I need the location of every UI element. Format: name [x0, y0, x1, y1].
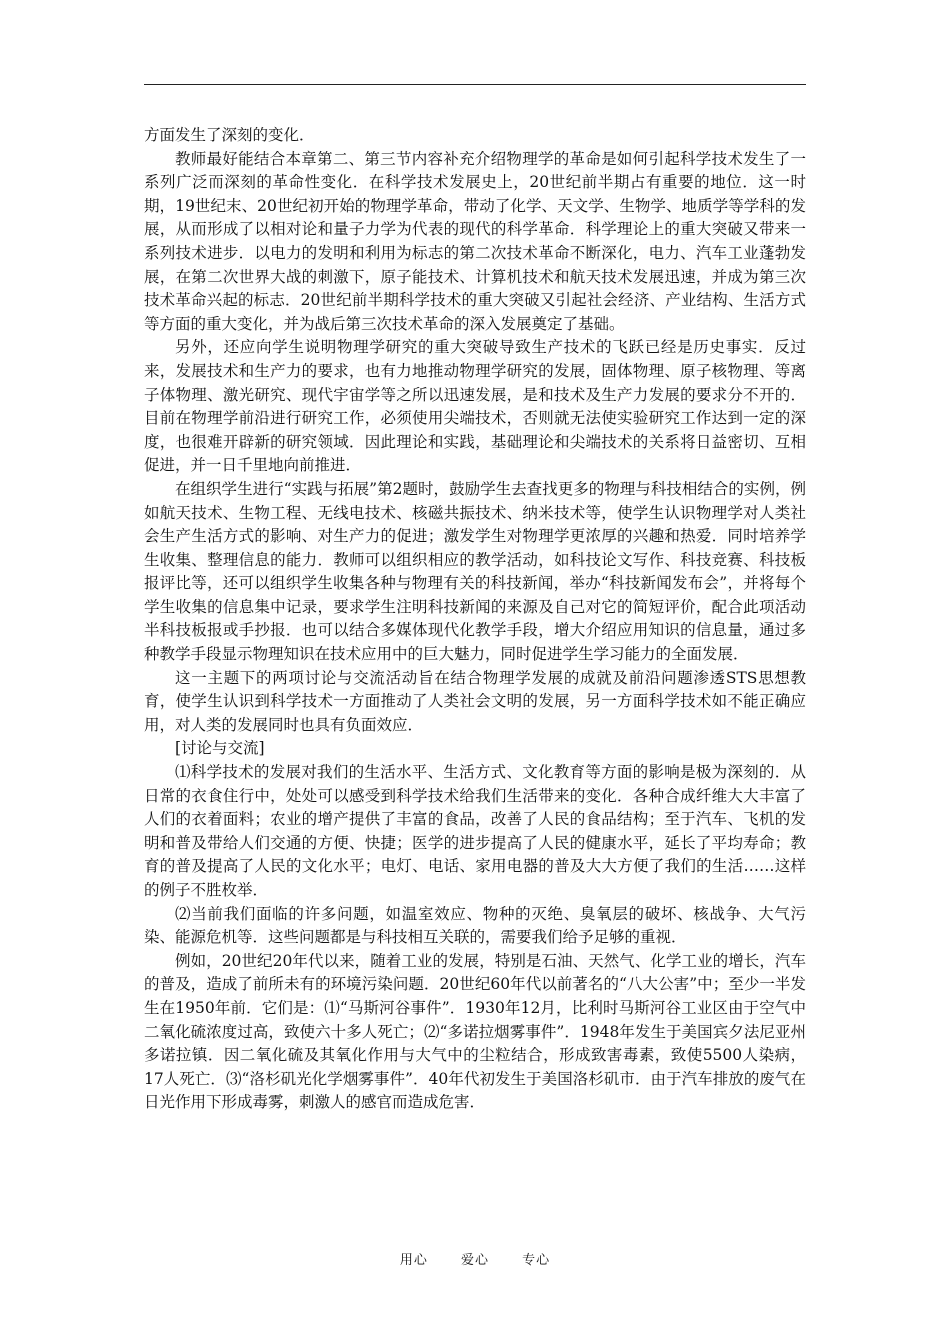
paragraph-1: 教师最好能结合本章第二、第三节内容补充介绍物理学的革命是如何引起科学技术发生了一系列广泛而深刻的革命性变化．在科学技术发展史上，20世纪前半期占有重要的地位．这一时期，19世纪末、20世纪初开始的物理学革命，带动了化学、天文学、生物学、地质学等学科的发展，从而形成了以相对论和量子力学为代表的现代的科学革命．科学理论上的重大突破又带来一系列技术进步．以电力的发明和利用为标志的第二次技术革命不断深化，电力、汽车工业蓬勃发展，在第二次世界大战的刺激下，原子能技术、计算机技术和航天技术发展迅速，并成为第三次技术革命兴起的标志．20世纪前半期科学技术的重大突破又引起社会经济、产业结构、生活方式等方面的重大变化，并为战后第三次技术革命的深入发展奠定了基础。: [144, 149, 806, 333]
paragraph-8: 例如，20世纪20年代以来，随着工业的发展，特别是石油、天然气、化学工业的增长，汽车的普及，造成了前所未有的环境污染问题．20世纪60年代以前著名的“八大公害”中；至少一半发生在1950年前．它们是：⑴“马斯河谷事件”．1930年12月，比利时马斯河谷工业区由于空气中二氧化硫浓度过高，致使六十多人死亡；⑵“多诺拉烟雾事件”．1948年发生于美国宾夕法尼亚州多诺拉镇．因二氧化硫及其氧化作用与大气中的尘粒结合，形成致害毒素，致使5500人染病，17人死亡．⑶“洛杉矶光化学烟雾事件”．40年代初发生于美国洛杉矶市．由于汽车排放的废气在日光作用下形成毒雾，刺激人的感官而造成危害．: [144, 951, 806, 1112]
footer-text-2: 爱心: [460, 1253, 489, 1268]
paragraph-4: 这一主题下的两项讨论与交流活动旨在结合物理学发展的成就及前沿问题渗透STS思想教育，使学生认识到科学技术一方面推动了人类社会文明的发展，另一方面科学技术如不能正确应用，对人类的发展同时也具有负面效应．: [144, 668, 806, 734]
paragraph-2: 另外，还应向学生说明物理学研究的重大突破导致生产技术的飞跃已经是历史事实．反过来，发展技术和生产力的要求，也有力地推动物理学研究的发展，固体物理、原子核物理、等离子体物理、激光研究、现代宇宙学等之所以迅速发展，是和技术及生产力发展的要求分不开的．目前在物理学前沿进行研究工作，必须使用尖端技术，否则就无法使实验研究工作达到一定的深度，也很难开辟新的研究领域．因此理论和实践，基础理论和尖端技术的关系将日益密切、互相促进，并一日千里地向前推进．: [144, 338, 806, 475]
page-footer: [0, 1249, 950, 1268]
footer-text-3: 专心: [522, 1253, 551, 1268]
document-body: [144, 124, 806, 1115]
paragraph-7: ⑵当前我们面临的许多问题，如温室效应、物种的灭绝、臭氧层的破坏、核战争、大气污染、能源危机等．这些问题都是与科技相互关联的，需要我们给予足够的重视．: [144, 904, 806, 947]
footer-text-1: 用心: [399, 1253, 428, 1268]
paragraph-3: 在组织学生进行“实践与拓展”第2题时，鼓励学生去查找更多的物理与科技相结合的实例，例如航天技术、生物工程、无线电技术、核磁共振技术、纳米技术等，使学生认识物理学对人类社会生产生活方式的影响、对生产力的促进；激发学生对物理学更浓厚的兴趣和热爱．同时培养学生收集、整理信息的能力．教师可以组织相应的教学活动，如科技论文写作、科技竞赛、科技板报评比等，还可以组织学生收集各种与物理有关的科技新闻，举办“科技新闻发布会”，并将每个学生收集的信息集中记录，要求学生注明科技新闻的来源及自己对它的简短评价，配合此项活动半科技板报或手抄报．也可以结合多媒体现代化教学手段，增大介绍应用知识的信息量，通过多种教学手段显示物理知识在技术应用中的巨大魅力，同时促进学生学习能力的全面发展．: [144, 479, 806, 664]
paragraph-0: 方面发生了深刻的变化．: [144, 126, 315, 144]
paragraph-6: ⑴科学技术的发展对我们的生活水平、生活方式、文化教育等方面的影响是极为深刻的．从日常的衣食住行中，处处可以感受到科学技术给我们生活带来的变化．各种合成纤维大大丰富了人们的衣着面料；农业的增产提供了丰富的食品，改善了人民的食品结构；至于汽车、飞机的发明和普及带给人们交通的方便、快捷；医学的进步提高了人民的健康水平，延长了平均寿命；教育的普及提高了人民的文化水平；电灯、电话、家用电器的普及大大方便了我们的生活……这样的例子不胜枚举．: [144, 763, 806, 899]
header-rule: [144, 84, 806, 85]
section-heading-discussion: [讨论与交流]: [175, 739, 265, 758]
